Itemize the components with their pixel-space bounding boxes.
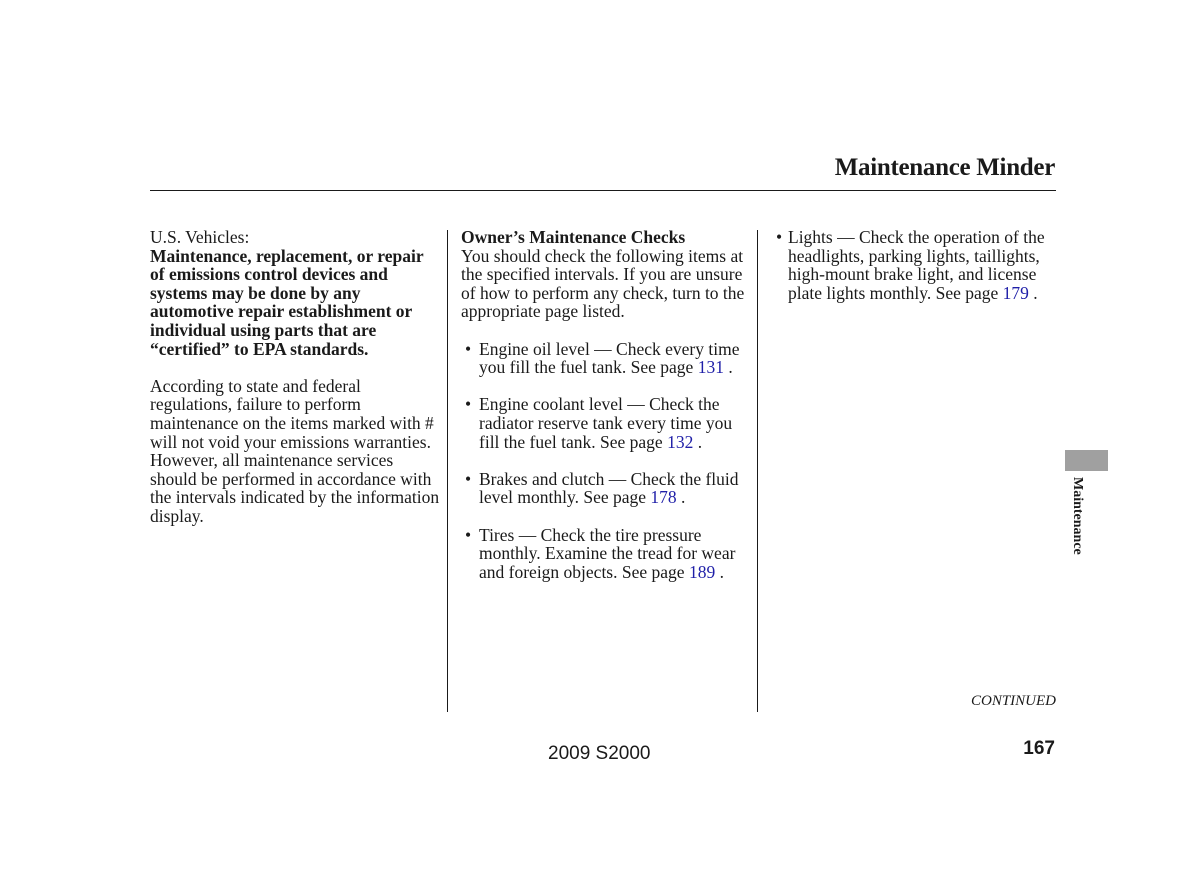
page-link-179[interactable]: 179 <box>1002 282 1029 303</box>
check-item-text: Brakes and clutch — Check the fluid level monthly. See page <box>479 468 739 508</box>
column-divider-1 <box>447 230 448 712</box>
check-item-end: . <box>693 431 703 452</box>
check-item-text: Engine oil level — Check every time you fill the fuel tank. See page <box>479 338 740 378</box>
check-item-text: Engine coolant level — Check the radiator reserve tank every time you fill the fuel tank. See page <box>479 394 733 452</box>
check-item-tires <box>461 526 751 582</box>
regulations-paragraph: According to state and federal regulations, failure to perform maintenance on the items marked with # will not void your emissions warranties. However, all maintenance services should be performed in accordance with the intervals indicated by the information display. <box>150 375 440 526</box>
emissions-notice: Maintenance, replacement, or repair of emissions control devices and systems may be done by any automotive repair establishment or individual using parts that are “certified” to EPA standards. <box>150 245 424 359</box>
check-item-lights <box>776 228 1056 302</box>
bullet-icon: • <box>465 524 472 545</box>
check-item-end: . <box>1028 282 1038 303</box>
column-right <box>776 228 1056 302</box>
title-divider <box>150 190 1056 191</box>
check-item-end: . <box>676 487 686 508</box>
check-item-engine-coolant <box>461 395 751 451</box>
section-intro: You should check the following items at the specified intervals. If you are unsure of how to perform any check, turn to the appropriate page listed. <box>461 245 745 322</box>
check-item-text: Tires — Check the tire pressure monthly. Examine the tread for wear and foreign objects. See page <box>479 524 736 582</box>
footer-model: 2009 S2000 <box>548 743 651 764</box>
region-label: U.S. Vehicles: <box>150 227 250 247</box>
check-item-text: Lights — Check the operation of the headlights, parking lights, taillights, high-mount brake light, and license plate lights monthly. See page <box>788 227 1045 303</box>
bullet-icon: • <box>465 468 472 489</box>
section-tab-label: Maintenance <box>1070 477 1085 555</box>
check-item-end: . <box>723 357 733 378</box>
page-link-178[interactable]: 178 <box>650 487 677 508</box>
bullet-icon: • <box>465 394 472 415</box>
column-middle <box>461 228 751 581</box>
column-divider-2 <box>757 230 758 712</box>
page-link-132[interactable]: 132 <box>667 431 694 452</box>
check-item-brakes-clutch <box>461 470 751 507</box>
check-item-end: . <box>715 561 724 582</box>
check-item-engine-oil <box>461 340 751 377</box>
section-tab-marker[interactable] <box>1065 450 1108 471</box>
bullet-icon: • <box>465 338 472 359</box>
section-heading: Owner’s Maintenance Checks <box>461 227 686 247</box>
bullet-icon: • <box>776 227 783 247</box>
column-left <box>150 228 440 526</box>
page-title: Maintenance Minder <box>834 154 1055 181</box>
continued-label: CONTINUED <box>970 693 1056 709</box>
page-number: 167 <box>1023 738 1055 759</box>
page-link-131[interactable]: 131 <box>697 357 724 378</box>
page-link-189[interactable]: 189 <box>688 561 716 582</box>
